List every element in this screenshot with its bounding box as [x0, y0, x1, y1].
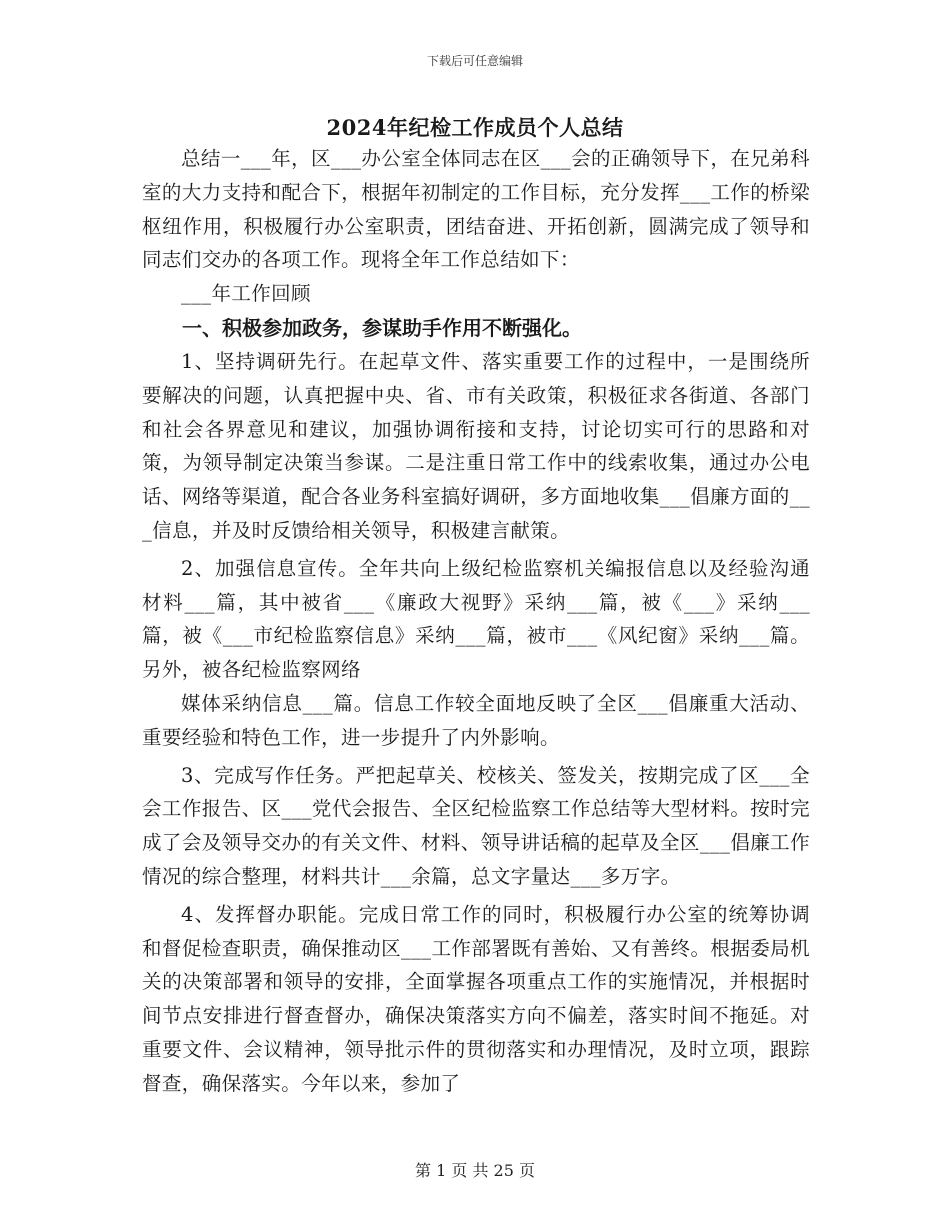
paragraph-1: 1、坚持调研先行。在起草文件、落实重要工作的过程中，一是围绕所要解决的问题，认真把握中央、省、市有关政策，积极征求各街道、各部门和社会各界意见和建议，加强协调衔接和支持，讨论切实可行的思路和对策，为领导制定决策当参谋。二是注重日常工作中的线索收集，通过办公电话、网络等渠道，配合各业务科室搞好调研，多方面地收集___倡廉方面的___信息，并及时反馈给相关领导，积极建言献策。: [142, 349, 810, 542]
document-title: 2024年纪检工作成员个人总结: [326, 115, 624, 140]
paragraph-2: 2、加强信息宣传。全年共向上级纪检监察机关编报信息以及经验沟通材料___篇，其中被省___《廉政大视野》采纳___篇，被《___》采纳___篇，被《___市纪检监察信息》采纳___篇，被市___《风纪窗》采纳___篇。另外，被各纪检监察网络: [142, 556, 810, 682]
review-heading: ___年工作回顾: [181, 282, 311, 306]
intro-paragraph: 总结一___年，区___办公室全体同志在区___会的正确领导下，在兄弟科室的大力支持和配合下，根据年初制定的工作目标，充分发挥___工作的桥梁枢纽作用，积极履行办公室职责，团结奋进、开拓创新，圆满完成了领导和同志们交办的各项工作。现将全年工作总结如下：: [142, 147, 810, 272]
page-number: 第 1 页 共 25 页: [415, 1161, 535, 1180]
paragraph-2-continued: 媒体采纳信息___篇。信息工作较全面地反映了全区___倡廉重大活动、重要经验和特色工作，进一步提升了内外影响。: [142, 691, 810, 749]
paragraph-4: 4、发挥督办职能。完成日常工作的同时，积极履行办公室的统筹协调和督促检查职责，确保推动区___工作部署既有善始、又有善终。根据委局机关的决策部署和领导的安排，全面掌握各项重点工作的实施情况，并根据时间节点安排进行督查督办，确保决策落实方向不偏差，落实时间不拖延。对重要文件、会议精神，领导批示件的贯彻落实和办理情况，及时立项，跟踪督查，确保落实。今年以来，参加了: [142, 902, 810, 1095]
section-heading: 一、积极参加政务，参谋助手作用不断强化。: [182, 315, 582, 340]
paragraph-3: 3、完成写作任务。严把起草关、校核关、签发关，按期完成了区___全会工作报告、区___党代会报告、全区纪检监察工作总结等大型材料。按时完成了会及领导交办的有关文件、材料、领导讲话稿的起草及全区___倡廉工作情况的综合整理，材料共计___余篇，总文字量达___多万字。: [142, 763, 810, 888]
document-body: [142, 142, 810, 1101]
header-note: 下载后可任意编辑: [426, 54, 523, 68]
